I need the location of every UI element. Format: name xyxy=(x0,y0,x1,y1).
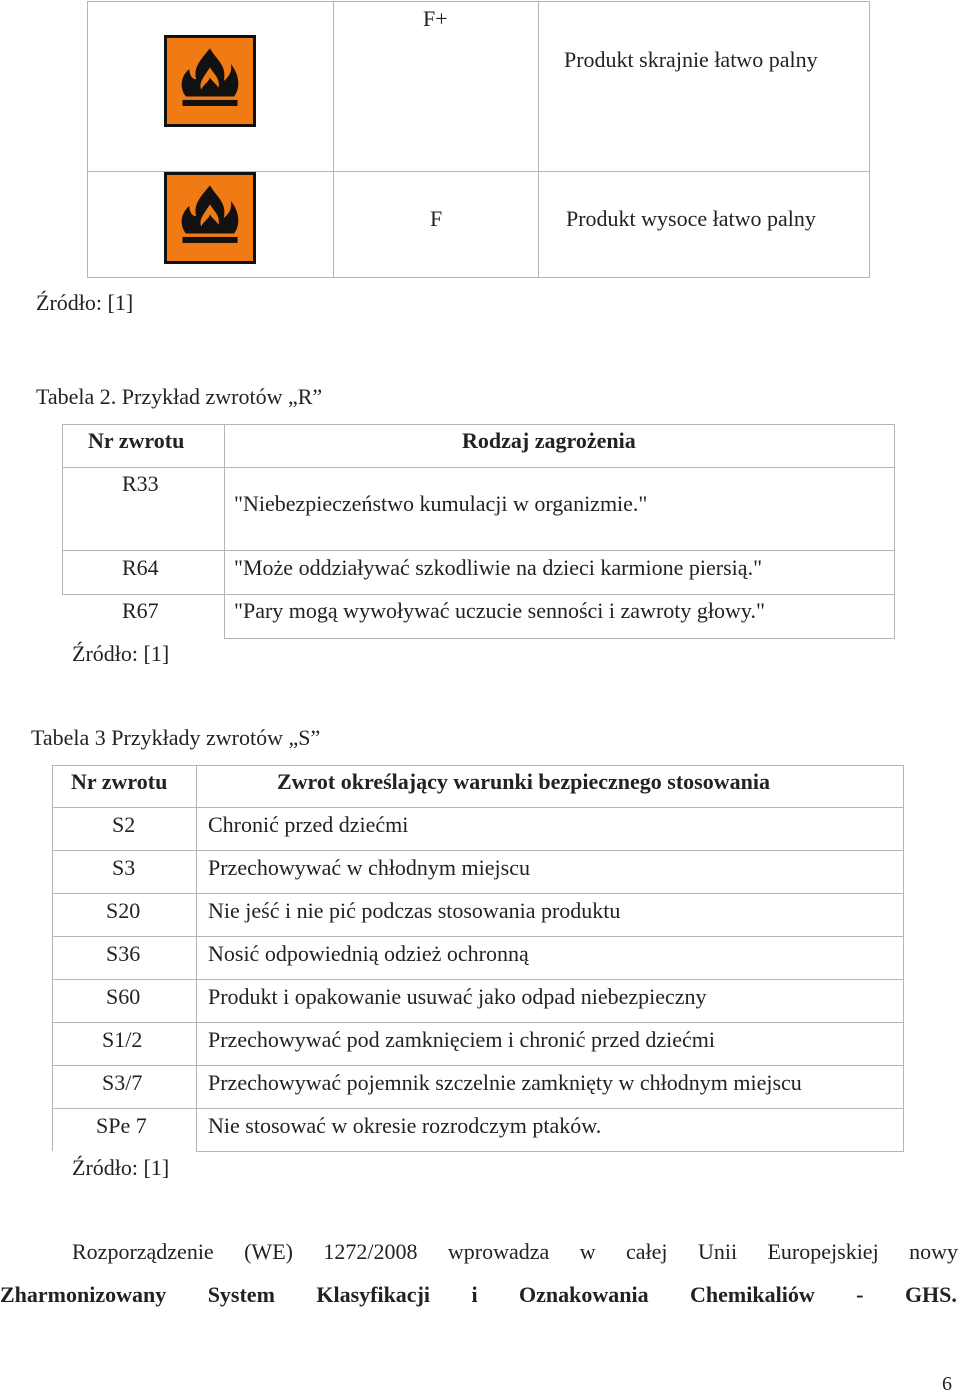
s-code: S2 xyxy=(112,812,136,837)
s-text: Nie jeść i nie pić podczas stosowania produktu xyxy=(208,898,621,923)
r-code: R33 xyxy=(122,471,159,496)
word: Europejskiej xyxy=(767,1239,879,1264)
word: całej xyxy=(626,1239,668,1264)
s-text: Chronić przed dziećmi xyxy=(208,812,409,837)
r-code: R64 xyxy=(122,555,159,580)
word: (WE) xyxy=(244,1239,293,1264)
page-number: 6 xyxy=(942,1373,952,1395)
s-code: S60 xyxy=(106,984,141,1009)
r-table-header-code: Nr zwrotu xyxy=(88,428,185,453)
word: GHS. xyxy=(904,1282,957,1307)
word: System xyxy=(207,1282,275,1307)
hazard-table-source: Źródło: [1] xyxy=(36,290,134,315)
word: Oznakowania xyxy=(519,1282,649,1307)
word: Unii xyxy=(697,1239,738,1264)
s-code: S3 xyxy=(112,855,136,880)
hazard-symbol-code: F xyxy=(430,206,443,231)
s-code: S36 xyxy=(106,941,141,966)
s-table-header-text: Zwrot określający warunki bezpiecznego stosowania xyxy=(277,769,770,794)
s-table-header-code: Nr zwrotu xyxy=(71,769,168,794)
s-table-source: Źródło: [1] xyxy=(72,1155,170,1180)
s-text: Przechowywać pojemnik szczelnie zamknięty w chłodnym miejscu xyxy=(208,1070,802,1095)
s-text: Produkt i opakowanie usuwać jako odpad niebezpieczny xyxy=(208,984,707,1009)
word: wprowadza xyxy=(447,1239,550,1264)
s-code: S1/2 xyxy=(102,1027,143,1052)
word: Zharmonizowany xyxy=(0,1282,167,1307)
r-text: "Niebezpieczeństwo kumulacji w organizmie." xyxy=(234,491,648,516)
s-code: SPe 7 xyxy=(96,1113,147,1138)
s-code: S20 xyxy=(106,898,141,923)
r-table-caption: Tabela 2. Przykład zwrotów „R” xyxy=(36,384,323,409)
hazard-symbol-code: F+ xyxy=(423,6,448,31)
word: nowy xyxy=(909,1239,958,1264)
flame-icon xyxy=(164,35,256,127)
flame-icon xyxy=(164,172,256,264)
word: 1272/2008 xyxy=(323,1239,418,1264)
word: i xyxy=(471,1282,478,1307)
s-table-caption: Tabela 3 Przykłady zwrotów „S” xyxy=(31,725,321,750)
word: Rozporządzenie xyxy=(72,1239,214,1264)
hazard-description: Produkt wysoce łatwo palny xyxy=(566,206,816,231)
word: Chemikaliów xyxy=(690,1282,815,1307)
r-table-header-hazard: Rodzaj zagrożenia xyxy=(462,428,636,453)
r-text: "Może oddziaływać szkodliwie na dzieci karmione piersią." xyxy=(234,555,763,580)
r-table-source: Źródło: [1] xyxy=(72,641,170,666)
word: Klasyfikacji xyxy=(316,1282,431,1307)
r-text: "Pary mogą wywoływać uczucie senności i zawroty głowy." xyxy=(234,598,765,623)
paragraph-line-2 xyxy=(0,1284,957,1306)
s-text: Przechowywać pod zamknięciem i chronić przed dziećmi xyxy=(208,1027,715,1052)
s-code: S3/7 xyxy=(102,1070,143,1095)
hazard-description: Produkt skrajnie łatwo palny xyxy=(564,47,818,72)
s-text: Przechowywać w chłodnym miejscu xyxy=(208,855,530,880)
s-text: Nosić odpowiednią odzież ochronną xyxy=(208,941,529,966)
word: - xyxy=(856,1282,864,1307)
s-text: Nie stosować w okresie rozrodczym ptaków. xyxy=(208,1113,602,1138)
word: w xyxy=(579,1239,596,1264)
paragraph-line-1 xyxy=(72,1241,958,1263)
r-code: R67 xyxy=(122,598,159,623)
